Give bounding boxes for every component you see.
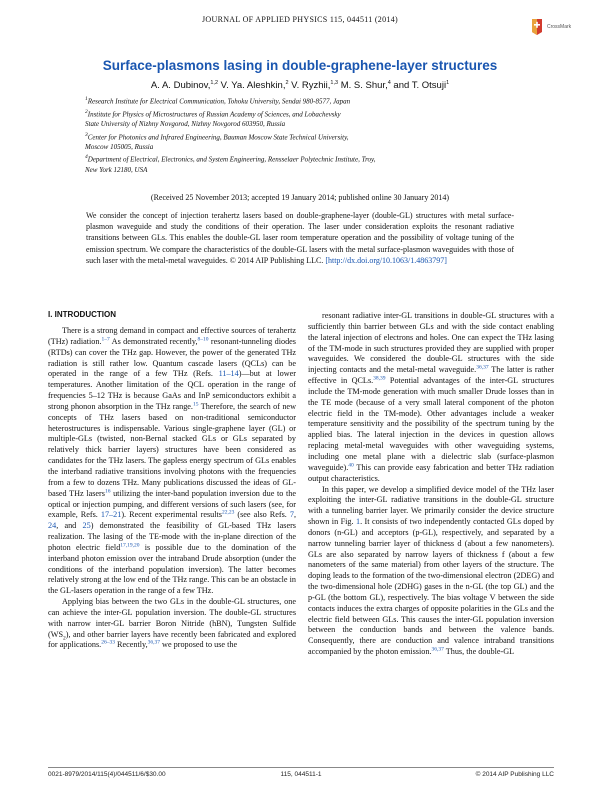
footer-divider <box>48 767 554 768</box>
body-text: Applying bias between the two GLs in the double-GL structures, one can achieve the inter-GL population inversion. The double-GL structures with narrow inter-GL barrier Boron Nitride (hBN), Tungsten Sulfide (WS <box>48 597 296 639</box>
section-heading: I. INTRODUCTION <box>48 310 116 319</box>
journal-header: JOURNAL OF APPLIED PHYSICS 115, 044511 (2014) <box>202 15 398 24</box>
affiliation-text: Center for Photonics and Infrared Engineering, Bauman Moscow State Technical University, <box>87 132 349 141</box>
citation-link[interactable]: 24 <box>48 521 57 531</box>
footer-copyright: © 2014 AIP Publishing LLC <box>475 771 554 778</box>
citation-link[interactable]: 11–14 <box>218 369 239 379</box>
affiliation-marker: 1 <box>85 96 88 102</box>
affiliation-line <box>85 94 535 107</box>
affiliation-marker: 3 <box>85 131 88 138</box>
body-text: In this paper, we develop a simplified device model of the THz laser exploiting the inter-GL radiative transitions in the double-GL structure with a tunneling barrier layer. We primarily consider the device structure shown in Fig. <box>308 484 554 527</box>
body-text: The latter is rather effective in QCLs. <box>308 365 554 386</box>
affiliation-text: Research Institute for Electrical Communication, Tohoku University, Sendai 980-8577, Japan <box>87 97 351 106</box>
body-text: . It consists of two independently contacted GLs doped by donors (n-GL) and acceptors (p-GL), respectively, and separated by a narrow tunneling barrier layer of thickness d (about a few nanometers). GLs are also separated by narrow layers of thickness f (about a few nanometers of the same material) from other layers of the structure. The doping leads to the formation of the two-dimensional electron (2DEG) and the two-dimensional hole (2DHG) gases in the n-GL (the top GL) and the p-GL (the bottom GL), respectively. The bias voltage V between the side contacts induces the extra charges of opposite polarities in the GLs and the electric field between GLs. This causes the inter-GL population inversion between the conduction bands and between the valence bands. Consequently, there are conduction and valence intraband transitions accompanied by the photon emission. <box>308 517 554 657</box>
body-text: (see also Refs. <box>234 510 290 520</box>
body-paragraph <box>308 311 554 485</box>
affiliation-text: New York 12180, USA <box>85 166 148 175</box>
affiliation-text: Department of Electrical, Electronics, and System Engineering, Rensselaer Polytechnic Institute, Troy, <box>87 155 376 164</box>
citation-link[interactable]: 25 <box>82 521 91 531</box>
author-name: V. Ryzhii, <box>288 80 331 92</box>
page-footer <box>48 771 554 783</box>
affiliation-marker: 4 <box>85 154 88 161</box>
body-text: resonant radiative inter-GL transitions in double-GL structures with a sufficiently thin barrier between GLs and with the side contact enabling the lateral injection of electrons and holes. One can expect the THz lasing of the TM-mode in such structures provided they are supplied with proper waveguides. We considered the double-GL structures with the side injecting contacts and the metal-metal waveguide. <box>308 311 554 375</box>
citation-link[interactable]: 7 <box>289 510 294 520</box>
affiliation-text: Moscow 105005, Russia <box>85 143 154 152</box>
affiliation-text: Institute for Physics of Microstructures of Russian Academy of Sciences, and Lobachevsky <box>87 109 341 118</box>
body-text: There is a strong demand in compact and effective sources of terahertz (THz) radiation. <box>48 326 296 346</box>
citation-link[interactable]: 38,39 <box>373 375 386 382</box>
citation-link[interactable]: 36,37 <box>431 646 444 653</box>
affiliation-line <box>85 142 535 152</box>
left-column <box>48 326 296 651</box>
citation-link[interactable]: 17,19,20 <box>120 542 140 549</box>
affiliation-text: State University of Nizhny Novgorod, Nizhny Novgorod 603950, Russia <box>85 120 286 129</box>
citation-link[interactable]: 16 <box>104 487 111 494</box>
author-affiliation-marker: 1 <box>446 80 450 86</box>
author-list <box>40 80 560 91</box>
affiliation-line <box>85 130 535 143</box>
affiliation-line <box>85 107 535 120</box>
body-text: ) demonstrated the feasibility of GL-based THz lasers realization. The lasing of the TE-mode with the in-plane direction of the photon electric field <box>48 521 296 552</box>
citation-link[interactable]: 1 <box>355 517 361 527</box>
author-affiliation-marker: 1,3 <box>330 80 339 86</box>
citation-link[interactable]: 36,37 <box>476 364 489 371</box>
doi-link[interactable]: [http://dx.doi.org/10.1063/1.4863797] <box>325 255 447 265</box>
citation-link[interactable]: 15 <box>192 401 199 408</box>
author-affiliation-marker: 1,2 <box>210 80 219 86</box>
crossmark-icon <box>530 18 544 36</box>
subscript: 2 <box>63 635 66 642</box>
body-paragraph <box>48 326 296 597</box>
body-paragraph <box>48 597 296 651</box>
citation-link[interactable]: 26–33 <box>101 639 115 646</box>
body-text: Potential advantages of the inter-GL structures include the TM-mode generation with much smaller Drude losses than in the TE mode (because of a very small lateral component of the photon electric field in the TM-mode). Other advantages include a weaker temperature sensitivity and the possibility of the spectrum tuning by the applied bias. The lateral injection in the devices in question allows replacing metal-metal waveguides with other waveguiding systems, including one metal plane with a dielectric slab (surface-plasmon waveguide). <box>308 376 554 472</box>
citation-link[interactable]: 40 <box>348 462 354 469</box>
received-dates: (Received 25 November 2013; accepted 19 January 2014; published online 30 January 2014) <box>150 193 450 202</box>
author-name: V. Ya. Aleshkin, <box>218 80 286 92</box>
body-text: Thus, the double-GL <box>443 647 515 657</box>
body-text: ), and other barrier layers have recently been fabricated and explored for applications. <box>48 629 296 650</box>
author-name: and T. Otsuji <box>390 80 447 92</box>
citation-link[interactable]: 22,23 <box>221 509 235 516</box>
affiliation-line <box>85 165 535 175</box>
citation-link[interactable]: 1–7 <box>101 336 110 343</box>
paper-title: Surface-plasmons lasing in double-graphene-layer structures <box>102 58 498 73</box>
body-text: )—but at lower temperatures. Another limitation of the QCL operation in the range of frequencies 5–12 THz is because GaAs and InP semiconductors exhibit a strong phonon absorption in the THz range. <box>48 369 296 411</box>
footer-issn: 0021-8979/2014/115(4)/044511/6/$30.00 <box>48 771 166 778</box>
body-text: As demonstrated recently, <box>109 336 198 346</box>
abstract <box>86 210 514 266</box>
citation-link[interactable]: 36,37 <box>147 639 160 646</box>
citation-link[interactable]: 8–10 <box>197 336 209 343</box>
body-text: Recently, <box>114 640 148 650</box>
body-text: we proposed to use the <box>160 640 238 650</box>
body-text: This can provide easy fabrication and better THz radiation output characteristics. <box>308 462 554 483</box>
crossmark-badge[interactable] <box>530 12 576 42</box>
body-text: resonant-tunneling diodes (RTDs) can cover the THz gap. However, the power of the generated THz radiation is still rather low. Quantum cascade lasers (QCLs) can be operated in the range of a few THz (Refs. <box>48 336 296 379</box>
body-text: Therefore, the search of new concepts of THz lasers based on non-traditional semiconductor heterostructures is indispensable. Various single-graphene layer (GL) or multiple-GLs (twisted, non-Bernal stacked GLs or GLs separated by relatively thick barrier layers) structures have been considered as candidates for the THz lasers. The gapless energy spectrum of GLs enables the interband radiative transitions involving photons with the frequencies from a few to dozens THz. Many publications discussed the ideas of GL-based THz lasers <box>48 401 296 498</box>
citation-link[interactable]: 17–21 <box>100 510 122 520</box>
body-text: utilizing the inter-band population inversion due to the optical or injection pumping, and different versions of such lasers (see, for example, Refs. <box>48 488 296 520</box>
author-name: M. S. Shur, <box>338 80 388 92</box>
body-text: , <box>293 510 296 520</box>
body-text: ). Recent experimental results <box>121 510 222 520</box>
right-column <box>308 311 554 658</box>
author-affiliation-marker: 2 <box>285 80 289 86</box>
author-name: A. A. Dubinov, <box>150 80 211 92</box>
affiliation-line <box>85 119 535 129</box>
body-text: , and <box>56 521 83 531</box>
affiliation-marker: 2 <box>85 108 88 115</box>
body-text: is possible due to the domination of the interband photon emission over the intraband Drude absorption (under the conditions of the interband population inversion). The latter becomes relatively strong at the low end of the THz range. This can be an obstacle in the GL-lasers operation in the range of a few THz. <box>48 542 296 596</box>
footer-page-number: 115, 044511-1 <box>280 771 322 778</box>
crossmark-label: CrossMark <box>547 24 572 30</box>
abstract-text: We consider the concept of injection terahertz lasers based on double-graphene-layer (double-GL) structures with metal surface-plasmon waveguide and study the conditions of their operation. The laser under consideration exploits the resonant radiative transitions between GLs. This enables the double-GL laser room temperature operation and the possibility of voltage tuning of the emission spectrum. We compare the characteristics of the double-GL lasers with the metal surface-plasmon waveguides with those of such laser with the metal-metal waveguides. © 2014 AIP Publishing LLC. <box>86 211 514 265</box>
author-affiliation-marker: 4 <box>387 80 391 86</box>
affiliation-line <box>85 152 535 165</box>
affiliations <box>85 94 535 175</box>
body-paragraph <box>308 485 554 659</box>
